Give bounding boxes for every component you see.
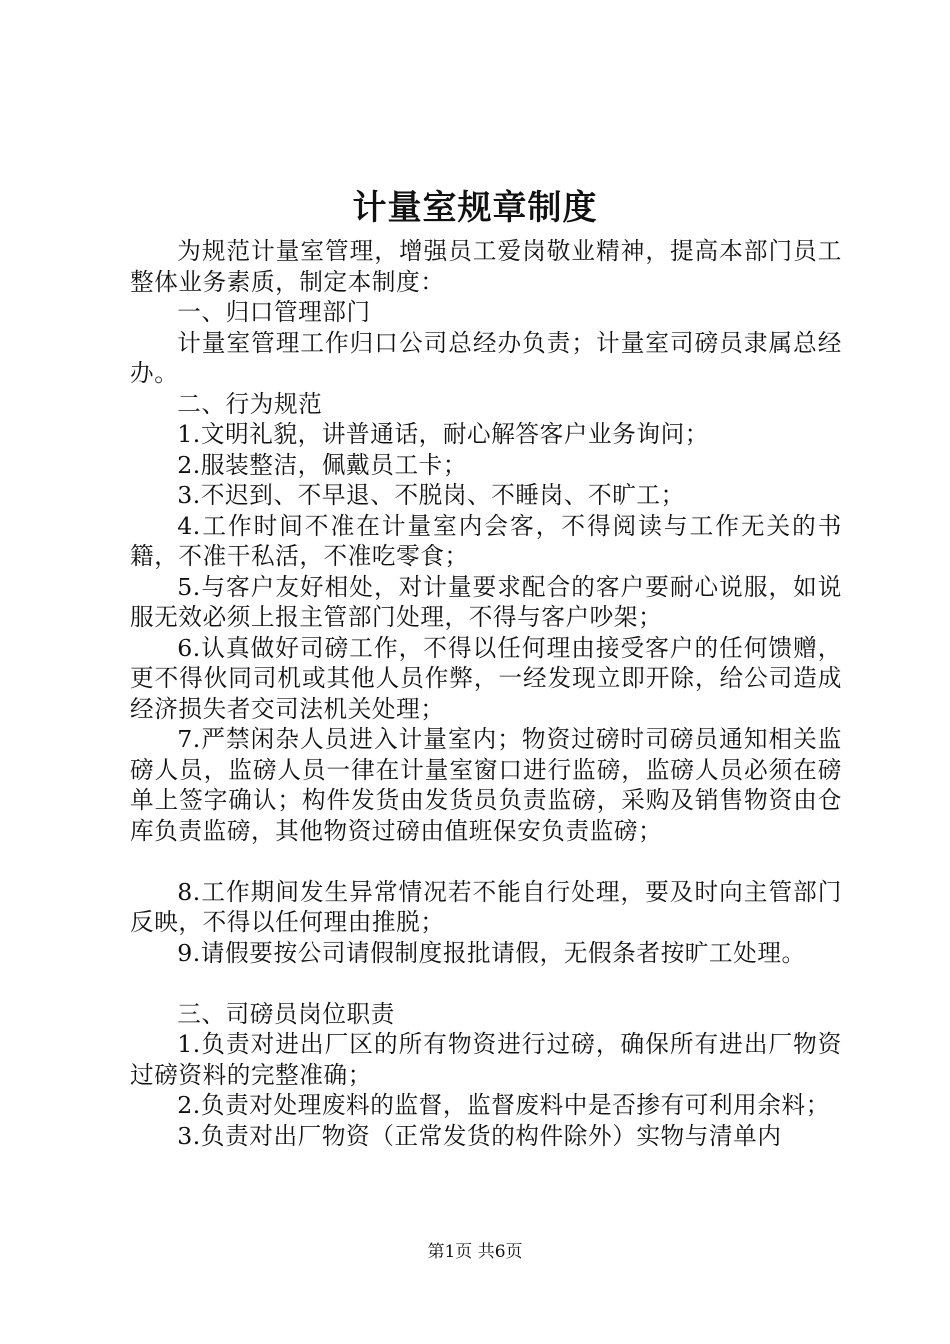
list-item: 5.与客户友好相处，对计量要求配合的客户要耐心说服，如说服无效必须上报主管部门处理，不得与客户吵架；: [130, 572, 842, 631]
document-title: 计量室规章制度: [352, 188, 598, 228]
paragraph: 计量室管理工作归口公司总经办负责；计量室司磅员隶属总经办。: [130, 328, 842, 387]
list-item: 3.负责对出厂物资（正常发货的构件除外）实物与清单内: [177, 1121, 782, 1150]
section-heading-1: 一、归口管理部门: [177, 298, 371, 326]
blank-line: [130, 968, 842, 999]
list-item: 2.服装整洁，佩戴员工卡；: [177, 450, 468, 479]
list-item: 6.认真做好司磅工作，不得以任何理由接受客户的任何馈赠，更不得伙同司机或其他人员作弊，一经发现立即开除，给公司造成经济损失者交司法机关处理；: [130, 633, 842, 723]
list-item: 2.负责对处理废料的监督，监督废料中是否掺有可利用余料；: [177, 1091, 830, 1119]
list-item: 8.工作期间发生异常情况若不能自行处理，要及时向主管部门反映，不得以任何理由推脱；: [130, 877, 842, 936]
blank-line: [130, 846, 842, 877]
document-body: [130, 236, 842, 1151]
section-heading-2: 二、行为规范: [177, 389, 323, 418]
list-item: 9.请假要按公司请假制度报批请假，无假条者按旷工处理。: [177, 938, 806, 967]
list-item: 7.严禁闲杂人员进入计量室内；物资过磅时司磅员通知相关监磅人员，监磅人员一律在计量室窗口进行监磅，监磅人员必须在磅单上签字确认；构件发货由发货员负责监磅，采购及销售物资由仓库负责监磅，其他物资过磅由值班保安负责监磅；: [130, 725, 842, 845]
intro-paragraph: 为规范计量室管理，增强员工爱岗敬业精神，提高本部门员工整体业务素质，制定本制度：: [130, 237, 842, 296]
list-item: 1.负责对进出厂区的所有物资进行过磅，确保所有进出厂物资过磅资料的完整准确；: [130, 1030, 842, 1089]
list-item: 4.工作时间不准在计量室内会客，不得阅读与工作无关的书籍，不准干私活，不准吃零食；: [130, 511, 842, 570]
list-item: 3.不迟到、不早退、不脱岗、不睡岗、不旷工；: [177, 481, 685, 509]
page-number-footer: 第1页 共6页: [427, 1242, 523, 1262]
section-heading-3: 三、司磅员岗位职责: [177, 999, 395, 1028]
list-item: 1.文明礼貌，讲普通话，耐心解答客户业务询问；: [177, 420, 709, 448]
